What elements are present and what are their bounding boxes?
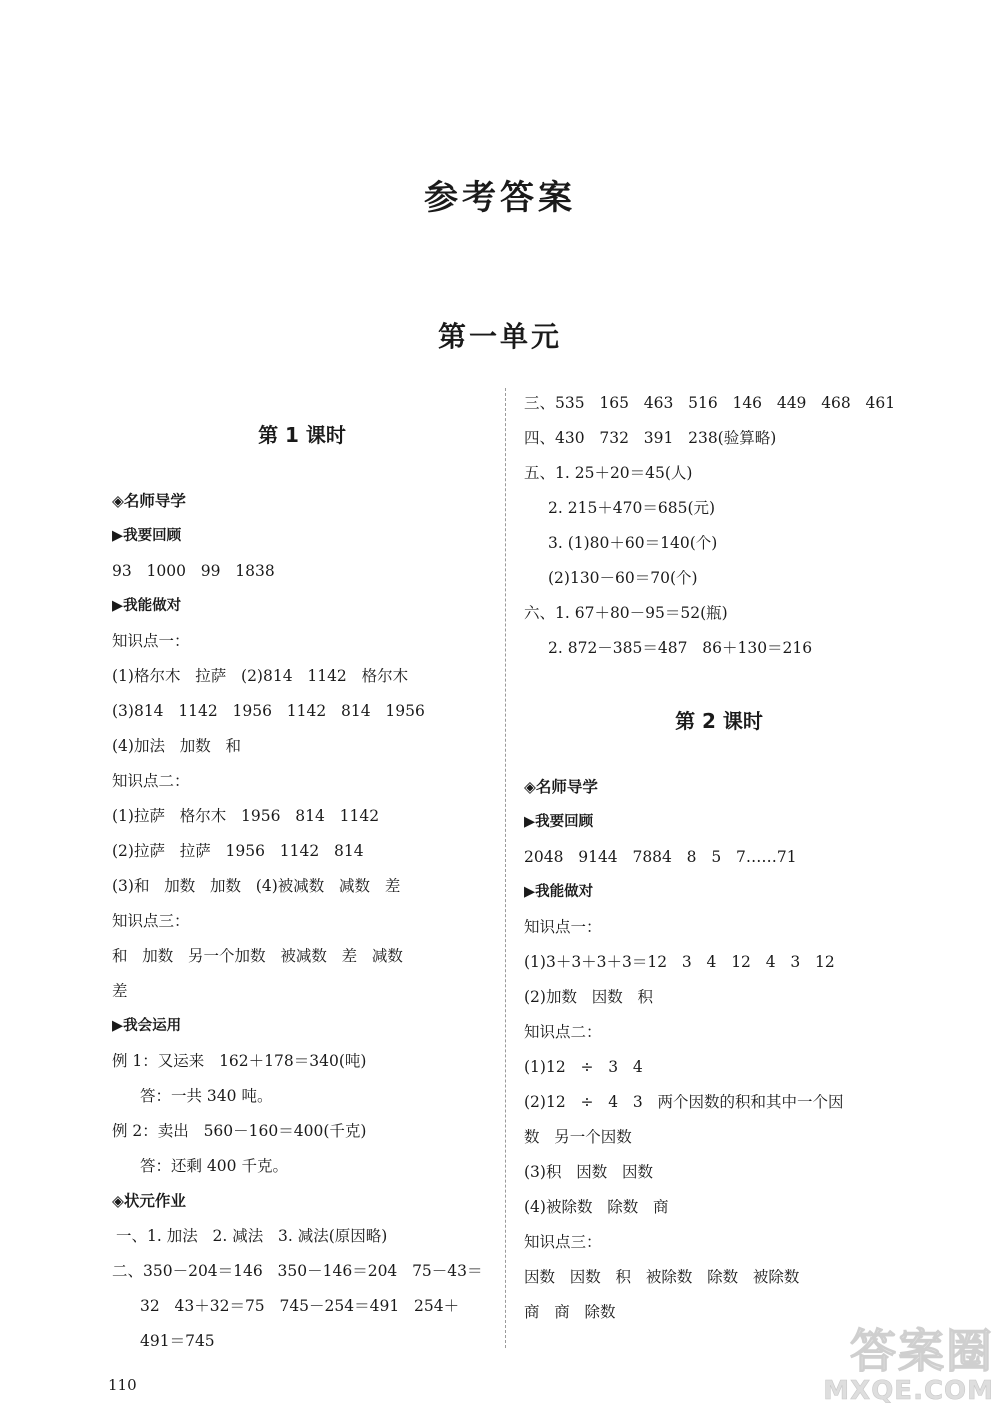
answer-line: 3. (1)80＋60＝140(个) — [548, 534, 718, 552]
answer-line: 六、1. 67＋80－95＝52(瓶) — [524, 604, 728, 622]
answer-line: 数 另一个因数 — [524, 1128, 632, 1146]
answer-line: (2)12 ÷ 4 3 两个因数的积和其中一个因 — [524, 1093, 844, 1111]
section-teacher-guide: ◈名师导学 — [524, 778, 598, 796]
answer-line: (1)12 ÷ 3 4 — [524, 1058, 643, 1076]
answer-line: (2)加数 因数 积 — [524, 988, 654, 1006]
example-line: 例 2：卖出 560－160＝400(千克) — [112, 1122, 367, 1140]
knowledge-point-label: 知识点一： — [112, 632, 190, 650]
knowledge-point-label: 知识点二： — [524, 1023, 602, 1041]
answer-line: (3)814 1142 1956 1142 814 1956 — [112, 702, 425, 720]
subsection-apply: ▶我会运用 — [112, 1018, 182, 1034]
answer-line: 和 加数 另一个加数 被减数 差 减数 — [112, 947, 403, 965]
lesson-1-title: 第 1 课时 — [258, 423, 346, 447]
answer-line: (1)3＋3＋3＋3＝12 3 4 12 4 3 12 — [524, 953, 835, 971]
answer-line: 差 — [112, 982, 128, 1000]
knowledge-point-label: 知识点三： — [524, 1233, 602, 1251]
answer-line: (1)格尔木 拉萨 (2)814 1142 格尔木 — [112, 667, 409, 685]
watermark-logo — [818, 1326, 994, 1418]
answer-line: 商 商 除数 — [524, 1303, 616, 1321]
answer-line: 2. 872－385＝487 86＋130＝216 — [548, 639, 813, 657]
example-answer: 答：还剩 400 千克。 — [140, 1157, 288, 1175]
left-column — [112, 414, 492, 1359]
column-divider — [505, 388, 506, 1348]
example-answer: 答：一共 340 吨。 — [140, 1087, 273, 1105]
answer-line: 一、1. 加法 2. 减法 3. 减法(原因略) — [116, 1227, 388, 1245]
knowledge-point-label: 知识点二： — [112, 772, 190, 790]
subsection-review: ▶我要回顾 — [524, 814, 594, 830]
subsection-can-do: ▶我能做对 — [524, 884, 594, 900]
answer-line: (1)拉萨 格尔木 1956 814 1142 — [112, 807, 380, 825]
unit-title: 第一单元 — [437, 320, 562, 353]
answer-line: 四、430 732 391 238(验算略) — [524, 429, 777, 447]
answer-line: 三、535 165 463 516 146 449 468 461 — [524, 394, 896, 412]
watermark-url: MXQE.COM — [823, 1376, 994, 1406]
section-teacher-guide: ◈名师导学 — [112, 492, 186, 510]
right-column — [524, 386, 914, 1330]
answer-line: 2. 215＋470＝685(元) — [548, 499, 716, 517]
answer-line: (4)加法 加数 和 — [112, 737, 242, 755]
lesson-2-title: 第 2 课时 — [675, 709, 763, 733]
watermark-text: 答案圈 — [850, 1324, 994, 1378]
page-title: 参考答案 — [424, 178, 576, 218]
answer-line: 2048 9144 7884 8 5 7……71 — [524, 848, 797, 866]
answer-line: 五、1. 25＋20＝45(人) — [524, 464, 693, 482]
subsection-can-do: ▶我能做对 — [112, 598, 182, 614]
answer-line: 93 1000 99 1838 — [112, 562, 275, 580]
knowledge-point-label: 知识点三： — [112, 912, 190, 930]
page-number: 110 — [108, 1376, 137, 1394]
section-homework: ◈状元作业 — [112, 1192, 186, 1210]
answer-line: 二、350－204＝146 350－146＝204 75－43＝ — [112, 1262, 483, 1280]
example-line: 例 1：又运来 162＋178＝340(吨) — [112, 1052, 367, 1070]
answer-line: 491＝745 — [140, 1332, 215, 1350]
answer-line: (4)被除数 除数 商 — [524, 1198, 669, 1216]
subsection-review: ▶我要回顾 — [112, 528, 182, 544]
answer-line: (3)积 因数 因数 — [524, 1163, 654, 1181]
answer-line: 因数 因数 积 被除数 除数 被除数 — [524, 1268, 800, 1286]
answer-line: (2)130－60＝70(个) — [548, 569, 698, 587]
answer-line: (2)拉萨 拉萨 1956 1142 814 — [112, 842, 364, 860]
answer-line: 32 43＋32＝75 745－254＝491 254＋ — [140, 1297, 460, 1315]
answer-line: (3)和 加数 加数 (4)被减数 减数 差 — [112, 877, 401, 895]
knowledge-point-label: 知识点一： — [524, 918, 602, 936]
